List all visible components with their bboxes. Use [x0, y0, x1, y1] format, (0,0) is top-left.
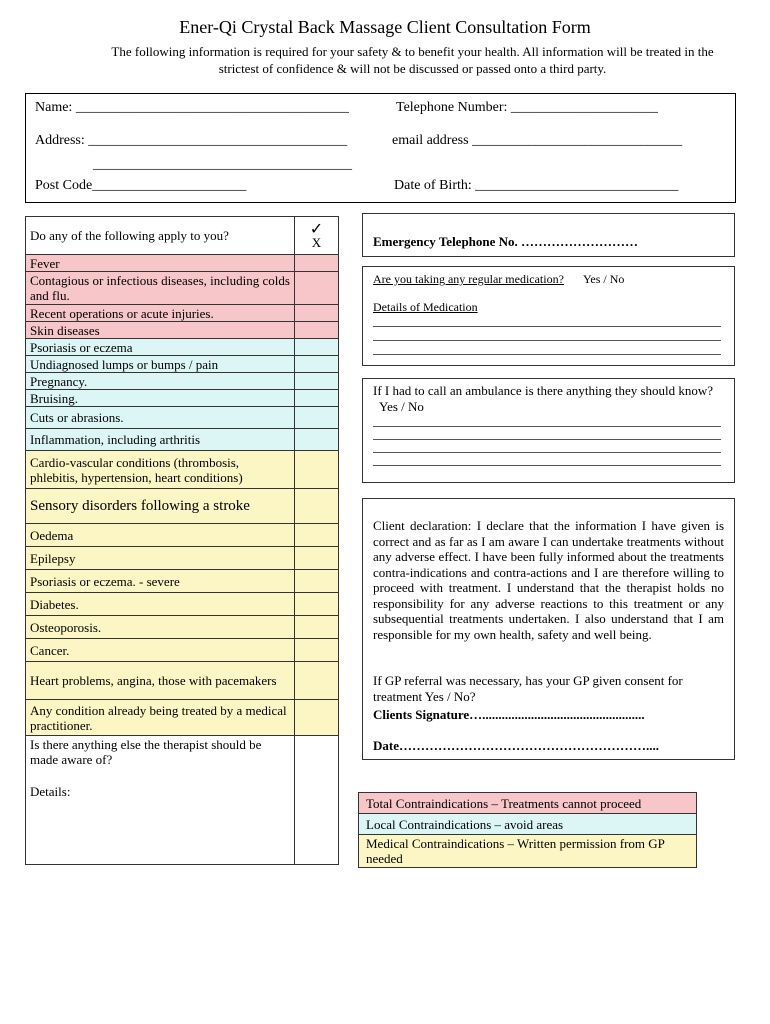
table-row: [26, 593, 339, 616]
contraindication-legend: [358, 792, 697, 868]
table-row: [26, 339, 339, 356]
ambulance-yes-no[interactable]: Yes / No: [379, 399, 424, 414]
condition-psoriasis: Psoriasis or eczema: [26, 339, 295, 356]
ambulance-line: [373, 453, 721, 466]
condition-checkbox[interactable]: [295, 524, 339, 547]
date-field[interactable]: Date…………………………………………………....: [373, 738, 659, 753]
table-row: [26, 616, 339, 639]
conditions-header-row: [26, 217, 339, 255]
table-row: [26, 524, 339, 547]
ambulance-question: If I had to call an ambulance is there anything they should know?: [373, 383, 714, 398]
condition-oedema: Oedema: [26, 524, 295, 547]
ambulance-box: [362, 378, 735, 483]
postcode-label: Post Code: [35, 178, 93, 193]
declaration-text: Client declaration: I declare that the information I have given is correct and as far as I am aware I can undertake treatments without any adverse effect. I have been fully informed about the treatments contra-indications and contra-actions and I are therefore willing to proceed with treatment. I understand that the therapist holds no responsibility for any adverse reactions to this treatment or any subsequential treatments undertaken. I also understand that I am responsible for my own health, safety and well being.: [373, 518, 724, 642]
email-field[interactable]: ______________________________: [472, 133, 683, 148]
table-row: [26, 736, 339, 865]
name-row: [35, 100, 349, 116]
condition-checkbox[interactable]: [295, 373, 339, 390]
postcode-field[interactable]: ______________________: [92, 178, 247, 193]
medication-details-lines[interactable]: [373, 313, 721, 355]
condition-pregnancy: Pregnancy.: [26, 373, 295, 390]
ambulance-line: [373, 414, 721, 427]
condition-fever: Fever: [26, 255, 295, 272]
table-row: [26, 489, 339, 524]
table-row: [26, 639, 339, 662]
ambulance-line: [373, 440, 721, 453]
condition-heart-problems: Heart problems, angina, those with pacemakers: [26, 662, 295, 700]
tick-cross-header: [295, 217, 339, 255]
condition-epilepsy: Epilepsy: [26, 547, 295, 570]
intro-text: The following information is required for your safety & to benefit your health. All information will be treated in the strictest of confidence & will not be discussed or passed onto a third party.: [111, 44, 714, 76]
emergency-telephone-field[interactable]: Emergency Telephone No. ………………………: [373, 234, 639, 249]
form-title: Ener-Qi Crystal Back Massage Client Consultation Form: [179, 17, 591, 37]
condition-checkbox[interactable]: [295, 489, 339, 524]
condition-checkbox[interactable]: [295, 272, 339, 305]
table-row: [26, 662, 339, 700]
condition-checkbox[interactable]: [295, 451, 339, 489]
dob-field[interactable]: _____________________________: [475, 178, 679, 193]
condition-checkbox[interactable]: [295, 322, 339, 339]
dob-label: Date of Birth:: [394, 178, 472, 193]
condition-cardio-vascular: Cardio-vascular conditions (thrombosis, phlebitis, hypertension, heart conditions): [26, 451, 295, 489]
details-label: Details:: [30, 784, 71, 799]
condition-checkbox[interactable]: [295, 639, 339, 662]
signature-field[interactable]: Clients Signature…..................................................: [373, 707, 645, 722]
medication-line: [373, 341, 721, 355]
condition-recent-operations: Recent operations or acute injuries.: [26, 305, 295, 322]
legend-total: Total Contraindications – Treatments cannot proceed: [359, 793, 697, 814]
conditions-question: Do any of the following apply to you?: [26, 217, 295, 255]
address-label: Address:: [35, 133, 85, 148]
table-row: [26, 322, 339, 339]
medication-box: [362, 266, 735, 366]
table-row: [26, 255, 339, 272]
table-row: [26, 356, 339, 373]
telephone-row: [396, 100, 658, 116]
anything-else-cell[interactable]: [26, 736, 295, 865]
condition-cancer: Cancer.: [26, 639, 295, 662]
emergency-box: [362, 213, 735, 257]
condition-checkbox[interactable]: [295, 547, 339, 570]
email-label: email address: [392, 133, 469, 148]
ambulance-line: [373, 427, 721, 440]
medication-question: Are you taking any regular medication?: [373, 272, 564, 286]
condition-checkbox[interactable]: [295, 593, 339, 616]
medication-details-label: Details of Medication: [373, 300, 478, 314]
legend-medical: Medical Contraindications – Written permission from GP needed: [359, 835, 697, 868]
condition-checkbox[interactable]: [295, 255, 339, 272]
condition-checkbox[interactable]: [295, 429, 339, 451]
anything-else-question: Is there anything else the therapist should be made aware of?: [30, 737, 262, 767]
table-row: [26, 390, 339, 407]
condition-diabetes: Diabetes.: [26, 593, 295, 616]
condition-checkbox[interactable]: [295, 390, 339, 407]
telephone-field[interactable]: _____________________: [510, 100, 658, 115]
table-row: [26, 570, 339, 593]
condition-skin-diseases: Skin diseases: [26, 322, 295, 339]
name-field[interactable]: _______________________________________: [75, 100, 349, 115]
dob-row: [394, 178, 678, 194]
condition-osteoporosis: Osteoporosis.: [26, 616, 295, 639]
table-row: [26, 429, 339, 451]
table-row: [26, 407, 339, 429]
telephone-label: Telephone Number:: [396, 100, 508, 115]
medication-yes-no[interactable]: Yes / No: [582, 272, 625, 286]
gp-consent-question[interactable]: If GP referral was necessary, has your GP given consent for treatment Yes / No?: [373, 673, 683, 704]
conditions-table: [25, 216, 339, 865]
address-field-line2[interactable]: _____________________________________: [93, 157, 352, 172]
table-row: [26, 700, 339, 736]
condition-checkbox[interactable]: [295, 616, 339, 639]
table-row: [26, 272, 339, 305]
condition-inflammation: Inflammation, including arthritis: [26, 429, 295, 451]
client-details-box: [25, 93, 736, 203]
condition-bruising: Bruising.: [26, 390, 295, 407]
condition-checkbox[interactable]: [295, 356, 339, 373]
condition-checkbox[interactable]: [295, 700, 339, 736]
ambulance-lines[interactable]: [373, 414, 721, 466]
cross-icon: X: [311, 235, 322, 250]
medication-line: [373, 327, 721, 341]
table-row: [26, 451, 339, 489]
condition-contagious: Contagious or infectious diseases, including colds and flu.: [26, 272, 295, 305]
declaration-box: [362, 498, 735, 760]
table-row: [26, 547, 339, 570]
condition-undiagnosed-lumps: Undiagnosed lumps or bumps / pain: [26, 356, 295, 373]
legend-row-local: [359, 814, 697, 835]
legend-local: Local Contraindications – avoid areas: [359, 814, 697, 835]
condition-cuts: Cuts or abrasions.: [26, 407, 295, 429]
table-row: [26, 373, 339, 390]
tick-icon: ✓: [309, 219, 324, 238]
address-row: [35, 133, 347, 149]
legend-row-medical: [359, 835, 697, 868]
condition-checkbox[interactable]: [295, 407, 339, 429]
address-field[interactable]: _____________________________________: [88, 133, 348, 148]
condition-already-treated: Any condition already being treated by a medical practitioner.: [26, 700, 295, 736]
condition-checkbox[interactable]: [295, 662, 339, 700]
condition-checkbox[interactable]: [295, 339, 339, 356]
table-row: [26, 305, 339, 322]
condition-checkbox[interactable]: [295, 736, 339, 865]
ambulance-question-row: [373, 383, 724, 415]
condition-checkbox[interactable]: [295, 305, 339, 322]
postcode-row: [35, 178, 246, 194]
legend-row-total: [359, 793, 697, 814]
condition-sensory-disorders: Sensory disorders following a stroke: [26, 489, 295, 524]
name-label: Name:: [35, 100, 73, 115]
medication-line: [373, 313, 721, 327]
email-row: [392, 133, 682, 149]
condition-checkbox[interactable]: [295, 570, 339, 593]
condition-psoriasis-severe: Psoriasis or eczema. - severe: [26, 570, 295, 593]
medication-row: [373, 272, 624, 287]
